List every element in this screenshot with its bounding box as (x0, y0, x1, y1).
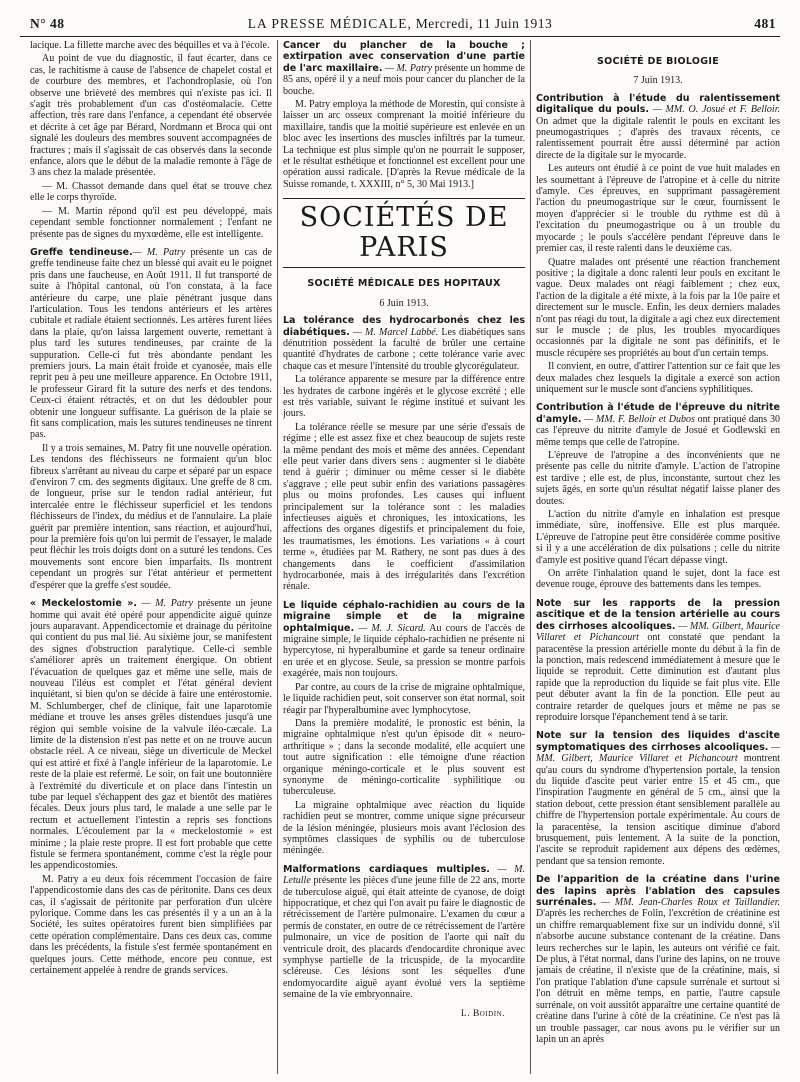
paragraph: La migraine ophtalmique avec réaction du liquide rachidien peut se montrer, comme unique signe précurseur de la lésion méningée, plusieurs mois avant l'éclosion des symptômes classiques de syphilis ou de tuberculose méningée. (283, 799, 525, 857)
article-author: — MM. Jean-Charles Roux et Taillandier. (596, 897, 780, 909)
article-heading: Le liquide céphalo-rachidien au cours de la migraine simple et de la migraine ophtalmique. (283, 599, 525, 634)
session-date: 6 Juin 1913. (379, 297, 429, 309)
article-heading: « Meckelostomie ». (30, 598, 137, 610)
paragraph: Les auteurs ont étudié à ce point de vue huit malades en les soumettant à l'épreuve de l'atropine et à celle du nitrite d'amyle. Ces épreuves, en supprimant passagèrement l'action du pneumogastrique sur le cœur, fournissent le moyen d'apprécier si le trouble du rythme est dû à l'excitation du pneumogastrique ou à un trouble du myocarde ; le pouls s'accélère pendant l'épreuve dans le premier cas, il reste ralenti dans le deuxième cas. (536, 163, 780, 255)
paragraph: Dans la première modalité, le pronostic est bénin, la migraine ophtalmique n'est qu'un épisode dit « neuro-arthritique » ; dans la seconde modalité, elle acquiert une tout autre signification : elle témoigne d'une réaction organique méningo-corticale et le plus souvent est synonyme de méningo-corticalite syphilitique ou tuberculeuse. (283, 717, 525, 798)
article-body: présente un homme de 85 ans, opéré il y a neuf mois pour cancer du plancher de la bouche. (283, 62, 525, 97)
article-author: — M. J. Sicard. (354, 622, 426, 634)
society-heading: SOCIÉTÉ DE BIOLOGIE (596, 56, 720, 67)
paragraph: La tolérance réelle se mesure par une série d'essais de régime ; elle est assez fixe et chez beaucoup de sujets reste la même pendant des mois et même des années. Cependant elle peut varier dans divers sens : augmenter si le diabète tend à guérir ; diminuer ou même cesser si le diabète s'aggrave ; elle peut subir enfin des variations passagères plus ou moins profondes. Les causes qui influent principalement sur la tolérance sont : les maladies infectieuses aiguës et chroniques, les intoxications, les affections des organes digestifs et principalement du foie, les traumatismes, les émotions. Les variations « à court terme », étudiées par M. Rathery, ne sont pas dues à des changements dans le coefficient d'assimilation hydrocarbonée, mais à des irrégularités dans l'excrétion rénale. (283, 421, 525, 593)
article-heading: Cancer du plancher de la bouche ; extirpation avec conservation d'une partie de l'arc maxillaire. (283, 40, 525, 74)
column-right (536, 40, 780, 1074)
article-author: — MM. O. Josué et F. Belloir. (649, 104, 780, 116)
article-heading: La tolérance des hydrocarbonés chez les diabétiques. (283, 315, 525, 338)
paragraph: Par contre, au cours de la crise de migraine ophtalmique, le liquide rachidien peut, soit conserver son état normal, soit réagir par l'hyperalbumine avec lymphocytose. (283, 681, 525, 716)
article-body: ont pratiqué dans 30 cas l'épreuve du nitrite d'amyle de Josué et Godlewski en même temps que celle de l'atropine. (536, 413, 780, 448)
article-body: présente un jeune homme qui avait été opéré pour appendicite aiguë quinze jours auparavant. Appendicectomie et drainage du péritoine qui contient du pus mal lié. Au sixième jour, se manifestent des signes d'obstruction paralytique. Celle-ci semble s'améliorer après un traitement énergique. On obtient l'évacuation de quelques gaz et même une selle, mais de nouveau l'iléus est complet et l'état général devient inquiétant, si bien qu'on se décide à faire une entérostomie. M. Schlumberger, chef de clinique, fait une laparotomie médiane et trouve les anses grêles distendues jusqu'à une région qui semble voisine de la valvule iléo-cæcale. La limite de la distension n'est pas nette et on ne trouve aucun obstacle réel. A ce niveau, siège un diverticule de Meckel qui est attiré et fixé à l'angle inférieur de la laparotomie. Le reste de la plaie est refermé. Le soir, on fait une boutonnière à l'extrémité du diverticule et on place dans l'intestin un tube par lequel s'échappent des gaz et bientôt des matières fécales. Deux jours plus tard, le malade a une selle par le rectum et actuellement l'intestin a repris ses fonctions normales. L'écoulement par la « meckelostomie » est minime ; la plaie reste propre. Il est fort probable que cette fistule se fermera spontanément, comme c'est la règle pour les appendicostomies. (30, 598, 272, 872)
paragraph: Quatre malades ont présenté une réaction franchement positive ; la digitale a donc ralenti leur pouls en excitant le vague. Deux malades ont réagi faiblement ; chez eux, l'action de la digitale a été mixte, à la fois par la 10e paire et directement sur le muscle. Enfin, les deux derniers malades n'ont pas réagi du tout, la digitale a agi chez eux directement sur le muscle ; de plus, les troubles myocardiques occasionnés par la digitale ne sont pas définitifs, et le muscle récupère ses propriétés au bout d'un certain temps. (536, 256, 780, 359)
paragraph: — M. Martin répond qu'il est peu développé, mais cependant semble fonctionner normalement ; l'enfant ne présente pas de signes du myxœdème, elle est intelligente. (30, 205, 272, 240)
article-author: — M. Marcel Labbé. (349, 326, 439, 338)
article-heading: Contribution à l'étude du ralentissement digitalique du pouls. (536, 92, 780, 116)
article-author: — MM. F. Belloir et Dubos (581, 413, 695, 425)
article-body: Au cours de l'accès de migraine simple, le liquide céphalo-rachidien ne présente ni hypercytose, ni hyperalbumine et garde sa teneur ordinaire en urée et en glycose. Seule, sa pression se montre parfois exagérée, mais non toujours. (283, 622, 525, 680)
journal-name: LA PRESSE MÉDICALE, (247, 16, 412, 31)
article-heading: Note sur les rapports de la pression ascitique et de la tension artérielle au cours des cirrhoses alcooliques. (536, 597, 780, 632)
article-body: ont constaté que pendant la paracentèse la pression artérielle monte du début à la fin de la ponction, mais redescend immédiatement à mesure que le liquide se reproduit. Cette diminution est d'autant plus rapide que la reproduction du liquide se fait plus vite. Elle peut débuter avant la fin de la ponction. Elle peut au contraire retarder de quelques jours et même ne pas se reproduire lorsque l'épanchement tend à se tarir. (536, 632, 780, 723)
article (30, 247, 272, 441)
article (536, 598, 780, 723)
running-title (20, 16, 780, 32)
article-body: présente un cas de greffe tendineuse faite chez un blessé qui avait eu le poignet pris dans une faucheuse, en Août 1911. Il fut transporté de suite à l'hôpital cantonal, où l'on constata, à la face antérieure du carpe, une plaie pénétrant jusque dans l'articulation. Tous les tendons antérieurs et les artères cubitale et radiale étaient sectionnés. Les artères furent liées dans la plaie, qu'on laissa largement ouverte, remettant à plus tard les sutures tendineuses, par crainte de la suppuration. Celle-ci fut très abondante pendant les premiers jours. La main était froide et cyanosée, mais elle reprit peu à peu une meilleure apparence. En Octobre 1911, le professeur Girard fit la suture des nerfs et des tendons. Ceux-ci étaient rétractés, et on dut les dédoubler pour obtenir une longueur suffisante. La guérison de la plaie se fit sans complication, mais les sutures tendineuses ne tinrent pas. (30, 246, 272, 441)
article-heading: Malformations cardiaques multiples. (283, 863, 490, 875)
paragraph: L'épreuve de l'atropine a des inconvénients que ne présente pas celle du nitrite d'amyle. L'action de l'atropine est tardive ; elle est, de plus, inconstante, surtout chez les sujets âgés, en sorte qu'un résultat négatif laisse planer des doutes. (536, 450, 780, 507)
article-author: — MM. Gilbert, Maurice Villaret et Pichancourt (536, 741, 780, 765)
page-header (20, 14, 780, 34)
issue-date: Mercredi, 11 Juin 1913 (411, 16, 553, 31)
paragraph: — M. Chassot demande dans quel état se trouve chez elle le corps thyroïde. (30, 180, 272, 204)
section-banner-title: SOCIÉTÉS DE PARIS (283, 198, 525, 268)
article-author: — M. Patry (382, 62, 433, 74)
article-author: — M. Patry (137, 598, 193, 610)
article-body: Les diabétiques sans dénutrition possèdent la faculté de brûler une certaine quantité d'hydrates de carbone ; cette tolérance varie avec chaque cas et mesure l'intensité du trouble glycorégulateur. (283, 326, 525, 372)
article (536, 402, 780, 448)
paragraph: M. Patry a eu deux fois récemment l'occasion de faire l'appendicostomie dans des cas de péritonite. Dans ces deux cas, il s'agissait de péritonite par perforation d'un ulcère pylorique. Comme dans les cas présentés il y a un an à la Société, les suites opératoires furent bien simplifiées par cette opération complémentaire. Dans ces deux cas, comme dans les précédents, la fistule s'est fermée spontanément en quelques jours. Cette méthode, encore peu connue, est certainement appelée à rendre de grands services. (30, 873, 272, 977)
paragraph: On arrête l'inhalation quand le sujet, dont la face est devenue rouge, éprouve des battements dans les tempes. (536, 568, 780, 591)
article-body: On admet que la digitale ralentit le pouls en excitant les pneumogastriques ; d'après des travaux récents, ce ralentissement pourrait être aussi déterminé par action directe de la digitale sur le myocarde. (536, 115, 780, 161)
issue-number: N° 48 (30, 16, 65, 31)
article-author: — MM. Gilbert, Maurice Villaret et Pichancourt (536, 620, 780, 644)
article (283, 40, 525, 97)
paragraph: L'action du nitrite d'amyle en inhalation est presque immédiate, sûre, inoffensive. Elle est plus marquée. L'épreuve de l'atropine peut être considérée comme positive si il y a une accélération de dix pulsations ; celle du nitrite d'amyle est positive quand l'écart dépasse vingt. (536, 509, 780, 566)
column-middle (283, 40, 525, 1074)
article-heading: Greffe tendineuse. (30, 246, 133, 258)
article (283, 315, 525, 372)
article-heading: De l'apparition de la créatine dans l'urine des lapins après l'ablation des capsules surrénales. (536, 874, 780, 909)
society-heading: SOCIÉTÉ MÉDICALE DES HOPITAUX (307, 278, 501, 290)
column-left (30, 40, 272, 1074)
article-heading: Contribution à l'étude de l'épreuve du nitrite d'amyle. (536, 402, 780, 425)
article-body: montrent qu'au cours du syndrome d'hypertension portale, la tension du liquide d'ascite peut varier entre 15 et 45 cm., que l'inspiration l'augmente en général de 5 cm., ainsi que la station debout, cette pression étant sensiblement parallèle au chiffre de l'hypertension portale expérimentale. Au cours de la paracentèse, la tension ascitique diminue d'abord brusquement, puis lentement. A la suite de la ponction, l'ascite se reproduit rapidement aux dépens des œdèmes, pendant que sa tension remonte. (536, 753, 780, 867)
article (283, 600, 525, 680)
article (536, 874, 780, 1045)
paragraph: Il convient, en outre, d'attirer l'attention sur ce fait que les deux malades chez lesquels la digitale a exercé son action uniquement sur le muscle sont d'anciens syphilitiques. (536, 361, 780, 395)
article-author: — M. Patry (132, 246, 186, 258)
article-heading: Note sur la tension des liquides d'ascite symptomatiques des cirrhoses alcooliques. (536, 730, 780, 753)
session-date: 7 Juin 1913. (633, 75, 683, 87)
paragraph: La tolérance apparente se mesure par la différence entre les hydrates de carbone ingérés et le glycose excrété ; elle est très variable, suivant le régime institué et suivant les jours. (283, 374, 525, 420)
paragraph: lacique. La fillette marche avec des béquilles et va à l'école. (30, 40, 270, 51)
article (30, 598, 272, 872)
paragraph: M. Patry employa la méthode de Morestin, qui consiste à laisser un arc osseux comprenant la moitié inférieure du maxillaire, tandis que la moitié supérieure est enlevée en un bloc avec les insertions des muscles infiltrés par la tumeur. La technique est plus simple qu'on ne pourrait le supposer, et le résultat esthétique et fonctionnel est excellent pour une opération aussi radicale. [D'après la Revue médicale de la Suisse romande, t. XXXIII, n° 5, 30 Mai 1913.] (283, 99, 525, 190)
report-signature: L. Boidin. (460, 1008, 505, 1019)
article-body: D'après les recherches de Folin, l'excrétion de créatinine est un chiffre remarquablement fixe sur un individu donné, s'il n'absorbe aucune substance contenant de la créatine. Dans leurs recherches sur le lapin, les auteurs ont vérifié ce fait. De plus, à l'état normal, dans l'urine des lapins, on ne trouve jamais de créatine, il n'existe que de la créatinine, mais, si l'on pratique l'ablation d'une capsule surrénale et surtout si l'on détruit en même temps, en partie, l'autre capsule surrénale, on voit aussitôt apparaître une certaine quantité de créatine dans l'urine à côté de la créatinine. Ce n'est pas là un trouble passager, car nous avons pu le vérifier sur un lapin un an après (536, 908, 780, 1045)
header-rule (20, 36, 780, 37)
article (283, 864, 525, 1001)
paragraph: Il y a trois semaines, M. Patry fit une nouvelle opération. Les tendons des fléchisseurs ne formaient qu'un bloc fibreux s'arrêtant au niveau du carpe et séparé par un espace d'environ 7 cm. des segments digitaux. Une greffe de 8 cm. de longueur, prise sur le tendon radial antérieur, fut intercalée entre le fléchisseur superficiel et les tendons fléchisseurs de l'index, du médius et de l'annulaire. La plaie guérit par première intention, sans réaction, et aujourd'hui, pour la première fois qu'on lui permit de l'essayer, le malade peut fléchir les trois doigts dont on a suturé les tendons. Ces mouvements sont encore bien imparfaits. Ils montrent cependant un progrès sur l'état antérieur et permettent d'espérer que la greffe s'est soudée. (30, 442, 272, 591)
article (536, 93, 780, 161)
column-divider (277, 40, 278, 1074)
article-author: — M. Letulle (283, 863, 525, 887)
page-number: 481 (754, 16, 776, 31)
paragraph: Au point de vue du diagnostic, il faut écarter, dans ce cas, le rachitisme à cause de l'absence de chapelet costal et de courbure des membres, et l'achondroplasie, où l'on observe une brièveté des membres qui n'existe pas ici. Il s'agit très probablement d'un cas d'ostéomalacie. Cette affection, très rare dans l'enfance, a cependant été observée et décrite à cet âge par Bérard, Nordmann et Broca qui ont signalé les douleurs des membres souvent accompagnées de fractures ; mais il s'agissait de cas observés dans la seconde enfance, alors que le début de la maladie remonte à l'âge de 3 ans chez la malade présentée. (30, 53, 272, 179)
column-divider (530, 40, 531, 1074)
article (536, 730, 780, 867)
article-body: présente les pièces d'une jeune fille de 22 ans, morte de tuberculose aiguë, qui était atteinte de cyanose, de doigt hippocratique, et chez qui l'on avait pu faire le diagnostic de rétrécissement de l'artère pulmonaire. L'examen du cœur a permis de constater, en outre de ce rétrécissement de l'artère pulmonaire, un vice de position de l'aorte qui naît du ventricule droit, des placards d'endocardite chronique avec symphyse partielle de la tricuspide, de la myocardite scléreuse. Ces lésions sont les séquelles d'une endomyocardite aiguë ayant évolué vers la septième semaine de la vie embryonnaire. (283, 875, 525, 1001)
